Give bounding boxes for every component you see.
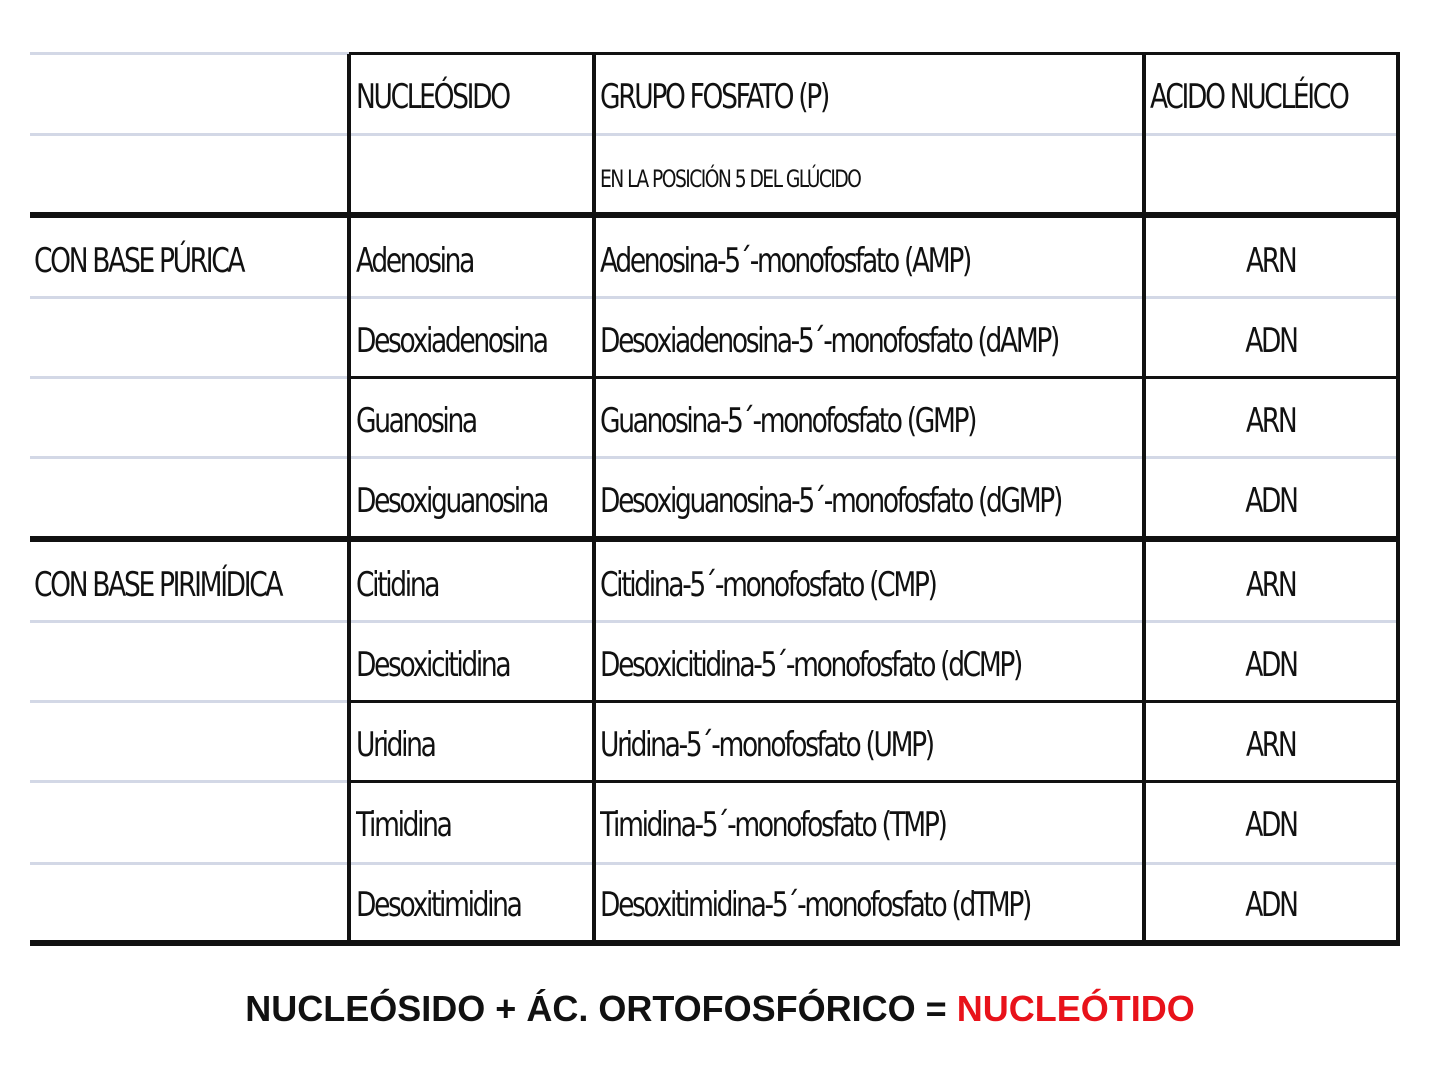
row-acido: ADN xyxy=(1245,321,1297,361)
rule xyxy=(30,376,349,379)
table-top-rule xyxy=(349,52,1400,55)
rule xyxy=(30,52,349,55)
row-nucleotido: Timidina-5´-monofosfato (TMP) xyxy=(600,805,946,845)
row-nucleosido: Timidina xyxy=(356,805,451,845)
row-nucleosido: Desoxitimidina xyxy=(356,885,521,925)
equation-text: NUCLEÓSIDO + ÁC. ORTOFOSFÓRICO = xyxy=(245,988,957,1029)
column-rule xyxy=(592,54,596,946)
column-rule xyxy=(347,54,351,946)
row-acido: ADN xyxy=(1245,645,1297,685)
row-acido: ADN xyxy=(1245,481,1297,521)
row-nucleotido: Desoxicitidina-5´-monofosfato (dCMP) xyxy=(600,645,1022,685)
row-nucleotido: Desoxiguanosina-5´-monofosfato (dGMP) xyxy=(600,481,1061,521)
row-nucleotido: Uridina-5´-monofosfato (UMP) xyxy=(600,725,933,765)
row-acido: ADN xyxy=(1245,805,1297,845)
row-nucleotido: Citidina-5´-monofosfato (CMP) xyxy=(600,565,936,605)
group-label-purica: CON BASE PÚRICA xyxy=(34,241,244,281)
row-acido: ARN xyxy=(1246,241,1296,281)
row-acido: ARN xyxy=(1246,401,1296,441)
column-rule xyxy=(1396,54,1400,946)
group-label-pirimidica: CON BASE PIRIMÍDICA xyxy=(34,565,282,605)
header-nucleosido: NUCLEÓSIDO xyxy=(356,77,509,117)
row-nucleosido: Citidina xyxy=(356,565,439,605)
row-nucleotido: Desoxitimidina-5´-monofosfato (dTMP) xyxy=(600,885,1030,925)
row-acido: ADN xyxy=(1245,885,1297,925)
row-acido: ARN xyxy=(1246,725,1296,765)
row-acido: ARN xyxy=(1246,565,1296,605)
row-nucleosido: Desoxiguanosina xyxy=(356,481,548,521)
row-nucleosido: Desoxicitidina xyxy=(356,645,510,685)
header-grupo-fosfato: GRUPO FOSFATO (P) xyxy=(600,77,828,117)
footer-equation xyxy=(0,988,1440,1030)
row-nucleosido: Guanosina xyxy=(356,401,476,441)
row-nucleotido: Adenosina-5´-monofosfato (AMP) xyxy=(600,241,971,281)
header-grupo-fosfato-subtitle: EN LA POSICIÓN 5 DEL GLÚCIDO xyxy=(600,165,861,193)
row-nucleosido: Desoxiadenosina xyxy=(356,321,547,361)
row-nucleotido: Desoxiadenosina-5´-monofosfato (dAMP) xyxy=(600,321,1059,361)
rule xyxy=(30,700,349,703)
row-nucleotido: Guanosina-5´-monofosfato (GMP) xyxy=(600,401,976,441)
row-nucleosido: Adenosina xyxy=(356,241,474,281)
rule xyxy=(30,780,349,783)
header-acido-nucleico: ACIDO NUCLÉICO xyxy=(1150,77,1348,117)
row-nucleosido: Uridina xyxy=(356,725,435,765)
equation-result: NUCLEÓTIDO xyxy=(956,988,1195,1029)
